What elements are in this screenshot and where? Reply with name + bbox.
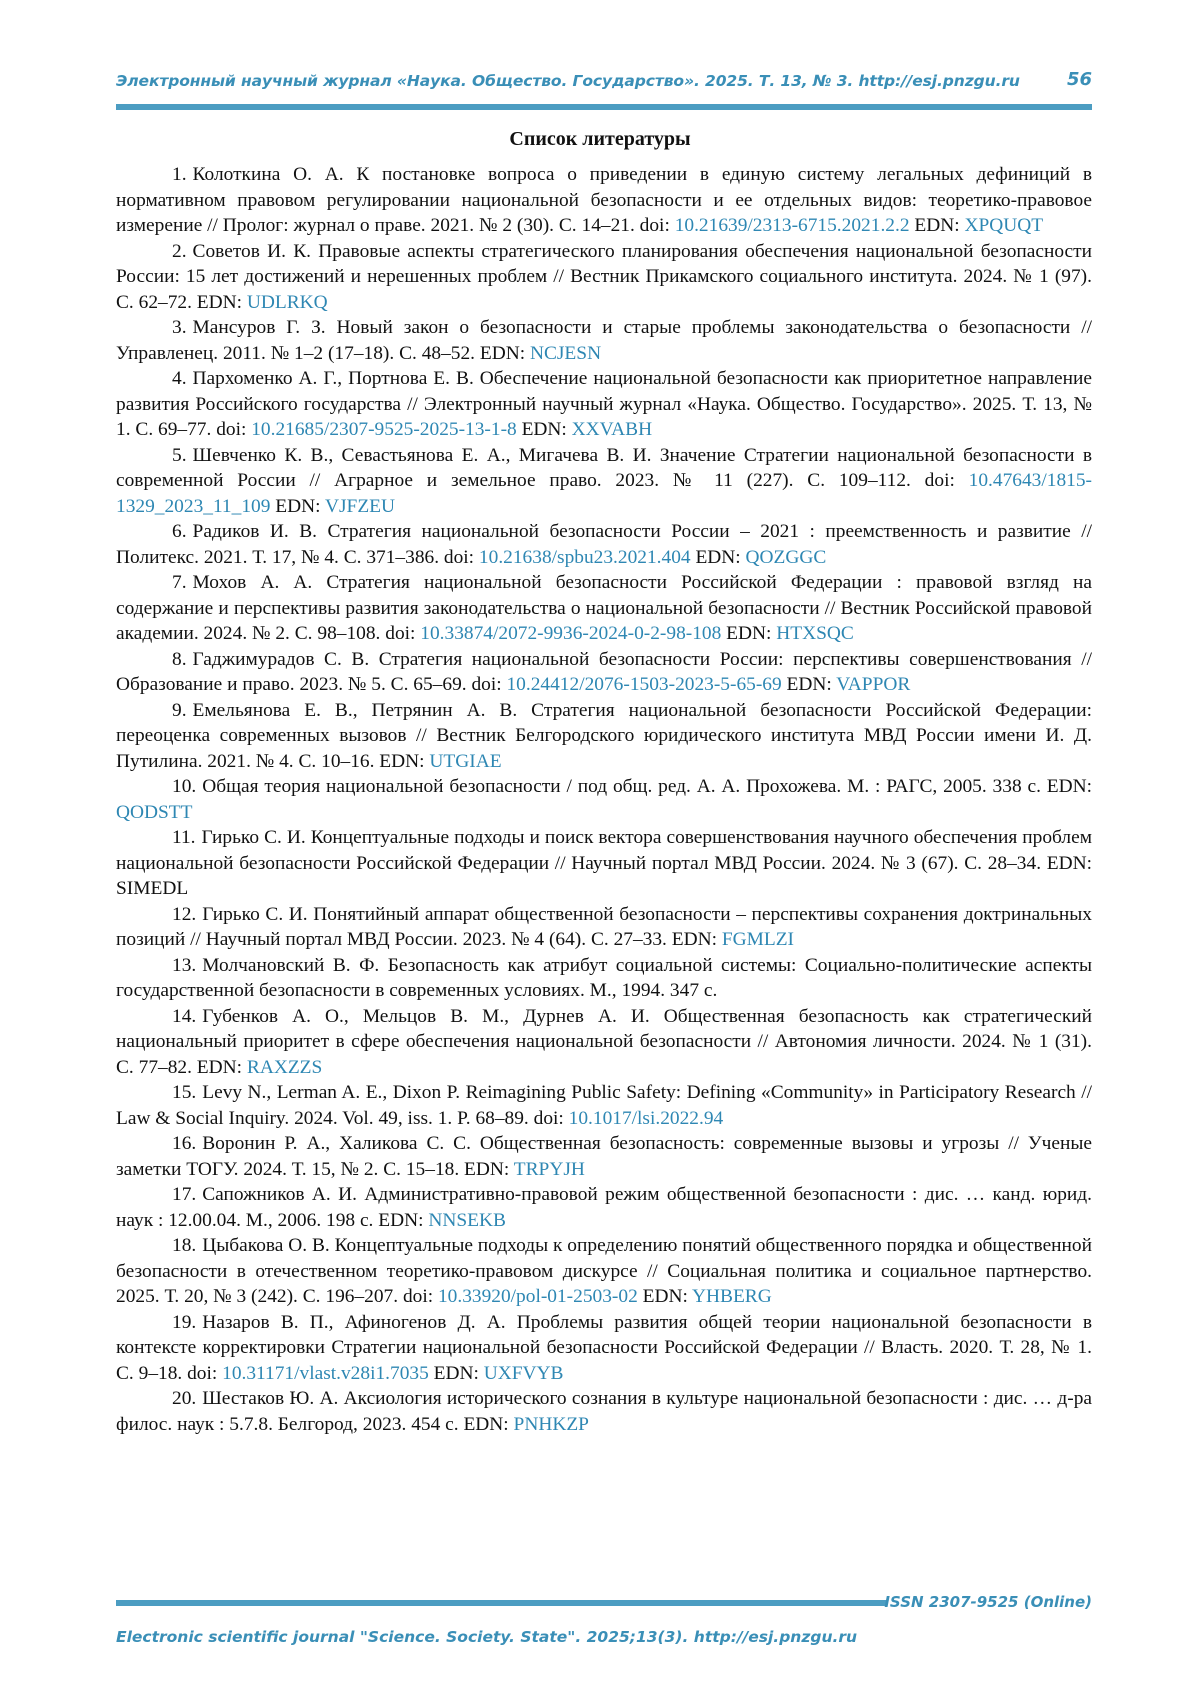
- reference-number: 1.: [172, 164, 187, 185]
- reference-text: Levy N., Lerman A. E., Dixon P. Reimagining Public Safety: Defining «Community» in Participatory Research // Law & Social Inquiry. 2024. Vol. 49, iss. 1. P. 68–89. doi:: [116, 1082, 1092, 1129]
- doi-link[interactable]: 10.47643/1815-1329_2023_11_109: [116, 470, 1092, 517]
- doi-link[interactable]: 10.33874/2072-9936-2024-0-2-98-108: [420, 623, 722, 644]
- reference-item: [116, 1004, 1092, 1081]
- edn-link[interactable]: UXFVYB: [483, 1362, 564, 1384]
- reference-item: [116, 519, 1092, 570]
- footer-journal-title: Electronic scientific journal "Science. Society. State". 2025;13(3). http://esj.pnzgu.ru: [116, 1628, 858, 1646]
- reference-number: 19.: [172, 1311, 197, 1333]
- reference-number: 3.: [172, 317, 187, 338]
- edn-link[interactable]: UDLRKQ: [246, 291, 328, 313]
- reference-item: [116, 902, 1092, 953]
- doi-link[interactable]: 10.21685/2307-9525-2025-13-1-8: [251, 419, 517, 440]
- edn-link[interactable]: FGMLZI: [721, 929, 795, 950]
- edn-label: EDN:: [781, 674, 837, 695]
- reference-item: [116, 366, 1092, 443]
- reference-number: 10.: [172, 776, 197, 797]
- section-title: Список литературы: [509, 128, 691, 150]
- edn-label: EDN:: [270, 495, 325, 517]
- edn-link[interactable]: HTXSQC: [776, 623, 854, 644]
- edn-link[interactable]: NNSEKB: [428, 1209, 506, 1231]
- reference-text: Воронин Р. А., Халикова С. С. Общественная безопасность: современные вызовы и угрозы // Ученые заметки ТОГУ. 2024. Т. 15, № 2. С. 15–18. EDN:: [116, 1133, 1092, 1180]
- reference-number: 14.: [172, 1005, 197, 1027]
- reference-number: 2.: [172, 240, 187, 262]
- header-journal-title: Электронный научный журнал «Наука. Общество. Государство». 2025. Т. 13, № 3. http://esj.pnzgu.ru: [116, 72, 1020, 90]
- reference-number: 13.: [172, 954, 197, 976]
- reference-text: Сапожников А. И. Административно-правовой режим общественной безопасности : дис. … канд. юрид. наук : 12.00.04. М., 2006. 198 с. EDN:: [116, 1184, 1092, 1231]
- edn-link[interactable]: QODSTT: [116, 801, 193, 823]
- reference-text: Радиков И. В. Стратегия национальной безопасности России – 2021 : преемственность и развитие // Политекс. 2021. Т. 17, № 4. С. 371–386. doi:: [116, 521, 1092, 568]
- reference-number: 6.: [172, 521, 187, 542]
- reference-text: Цыбакова О. В. Концептуальные подходы к определению понятий общественного порядка и общественной безопасности в отечественном теоретико-правовом дискурсе // Социальная политика и социальное партнерство. 2025. Т. 20, № 3 (242). С. 196–207. doi:: [116, 1235, 1092, 1307]
- reference-text: Назаров В. П., Афиногенов Д. А. Проблемы развития общей теории национальной безопасности в контексте корректировки Стратегии национальной безопасности Российской Федерации // Власть. 2020. Т. 28, № 1. С. 9–18. doi:: [116, 1311, 1092, 1384]
- edn-label: EDN:: [516, 419, 572, 440]
- reference-item: [116, 162, 1092, 239]
- reference-number: 20.: [172, 1388, 197, 1409]
- reference-item: [116, 698, 1092, 775]
- edn-link[interactable]: RAXZZS: [246, 1056, 323, 1078]
- reference-item: [116, 1233, 1092, 1310]
- reference-number: 8.: [172, 648, 187, 670]
- reference-number: 9.: [172, 699, 187, 721]
- reference-item: [116, 315, 1092, 366]
- reference-number: 11.: [172, 827, 196, 848]
- doi-link[interactable]: 10.33920/pol-01-2503-02: [437, 1286, 638, 1307]
- reference-text: Гирько С. И. Понятийный аппарат общественной безопасности – перспективы сохранения доктринальных позиций // Научный портал МВД России. 2023. № 4 (64). С. 27–33. EDN:: [116, 903, 1092, 950]
- doi-link[interactable]: 10.21638/spbu23.2021.404: [478, 546, 691, 568]
- reference-item: [116, 443, 1092, 520]
- reference-text: Советов И. К. Правовые аспекты стратегического планирования обеспечения национальной безопасности России: 15 лет достижений и нерешенных проблем // Вестник Прикамского социального института. 2024. № 1 (97). С. 62–72. EDN:: [116, 240, 1092, 313]
- reference-text: Гирько С. И. Концептуальные подходы и поиск вектора совершенствования научного обеспечения проблем национальной безопасности Российской Федерации // Научный портал МВД России. 2024. № 3 (67). С. 28–34. EDN: SIMEDL: [116, 827, 1092, 899]
- edn-link[interactable]: YHBERG: [692, 1286, 772, 1307]
- edn-link[interactable]: PNHKZP: [513, 1413, 589, 1435]
- header-divider: [116, 104, 1092, 110]
- doi-link[interactable]: 10.1017/lsi.2022.94: [568, 1107, 724, 1129]
- edn-label: EDN:: [428, 1362, 484, 1384]
- footer-divider: [116, 1600, 886, 1606]
- reference-text: Шестаков Ю. А. Аксиология исторического сознания в культуре национальной безопасности : дис. … д-ра филос. наук : 5.7.8. Белгород, 2023. 454 с. EDN:: [116, 1388, 1092, 1435]
- page-number: 56: [1066, 69, 1092, 90]
- reference-text: Емельянова Е. В., Петрянин А. В. Стратегия национальной безопасности Российской Федерации: переоценка современных вызовов // Вестник Белгородского юридического института МВД России имени И. Д. Путилина. 2021. № 4. С. 10–16. EDN:: [116, 699, 1092, 772]
- reference-item: [116, 774, 1092, 825]
- edn-label: EDN:: [721, 623, 777, 644]
- edn-link[interactable]: XXVABH: [571, 419, 653, 440]
- reference-item: [116, 570, 1092, 647]
- edn-link[interactable]: TRPYJH: [513, 1158, 585, 1180]
- reference-number: 12.: [172, 903, 197, 925]
- reference-number: 18.: [172, 1235, 197, 1256]
- reference-text: Пархоменко А. Г., Портнова Е. В. Обеспечение национальной безопасности как приоритетное направление развития Российского государства // Электронный научный журнал «Наука. Общество. Государство». 2025. Т. 13, № 1. С. 69–77. doi:: [116, 368, 1092, 440]
- reference-item: [116, 239, 1092, 316]
- edn-link[interactable]: NCJESN: [529, 342, 602, 364]
- reference-text: Мохов А. А. Стратегия национальной безопасности Российской Федерации : правовой взгляд на содержание и перспективы развития законодательства о национальной безопасности // Вестник Российской правовой академии. 2024. № 2. С. 98–108. doi:: [116, 572, 1092, 644]
- reference-item: [116, 1310, 1092, 1387]
- edn-label: EDN:: [637, 1286, 692, 1307]
- reference-text: Молчановский В. Ф. Безопасность как атрибут социальной системы: Социально-политические аспекты государственной безопасности в современных условиях. М., 1994. 347 с.: [116, 954, 1092, 1001]
- reference-item: [116, 1386, 1092, 1437]
- reference-list: [116, 162, 1092, 1437]
- edn-link[interactable]: QOZGGC: [745, 546, 827, 568]
- edn-link[interactable]: VAPPOR: [836, 674, 911, 695]
- reference-number: 5.: [172, 444, 187, 466]
- doi-link[interactable]: 10.21639/2313-6715.2021.2.2: [674, 215, 910, 236]
- edn-label: EDN:: [909, 215, 965, 236]
- reference-text: Мансуров Г. З. Новый закон о безопасности и старые проблемы законодательства о безопасности // Управленец. 2011. № 1–2 (17–18). С. 48–52. EDN:: [116, 317, 1092, 364]
- reference-text: Общая теория национальной безопасности / под общ. ред. А. А. Прохожева. М. : РАГС, 2005. 338 с. EDN:: [202, 776, 1092, 797]
- reference-item: [116, 953, 1092, 1004]
- reference-item: [116, 1131, 1092, 1182]
- footer-issn: ISSN 2307-9525 (Online): [884, 1593, 1092, 1611]
- reference-text: Губенков А. О., Мельцов В. М., Дурнев А. И. Общественная безопасность как стратегический национальный приоритет в сфере обеспечения национальной безопасности // Автономия личности. 2024. № 1 (31). С. 77–82. EDN:: [116, 1005, 1092, 1078]
- reference-text: Колоткина О. А. К постановке вопроса о приведении в единую систему легальных дефиниций в нормативном правовом регулировании национальной безопасности и ее отдельных видов: теоретико-правовое измерение // Пролог: журнал о праве. 2021. № 2 (30). С. 14–21. doi:: [116, 164, 1092, 236]
- edn-link[interactable]: VJFZEU: [325, 495, 396, 517]
- reference-text: Гаджимурадов С. В. Стратегия национальной безопасности России: перспективы совершенствования // Образование и право. 2023. № 5. С. 65–69. doi:: [116, 648, 1092, 695]
- reference-item: [116, 825, 1092, 902]
- edn-link[interactable]: UTGIAE: [429, 750, 502, 772]
- reference-text: Шевченко К. В., Севастьянова Е. А., Мигачева В. И. Значение Стратегии национальной безопасности в современной России // Аграрное и земельное право. 2023. № 11 (227). С. 109–112. doi:: [116, 444, 1092, 491]
- edn-link[interactable]: XPQUQT: [964, 215, 1044, 236]
- page-header: [116, 69, 1092, 102]
- reference-number: 4.: [172, 368, 187, 389]
- edn-label: EDN:: [690, 546, 746, 568]
- doi-link[interactable]: 10.24412/2076-1503-2023-5-65-69: [506, 674, 782, 695]
- reference-number: 17.: [172, 1184, 197, 1205]
- reference-item: [116, 1080, 1092, 1131]
- reference-number: 7.: [172, 572, 187, 593]
- reference-item: [116, 647, 1092, 698]
- reference-item: [116, 1182, 1092, 1233]
- reference-number: 15.: [172, 1082, 197, 1103]
- reference-number: 16.: [172, 1133, 197, 1154]
- doi-link[interactable]: 10.31171/vlast.v28i1.7035: [222, 1362, 429, 1384]
